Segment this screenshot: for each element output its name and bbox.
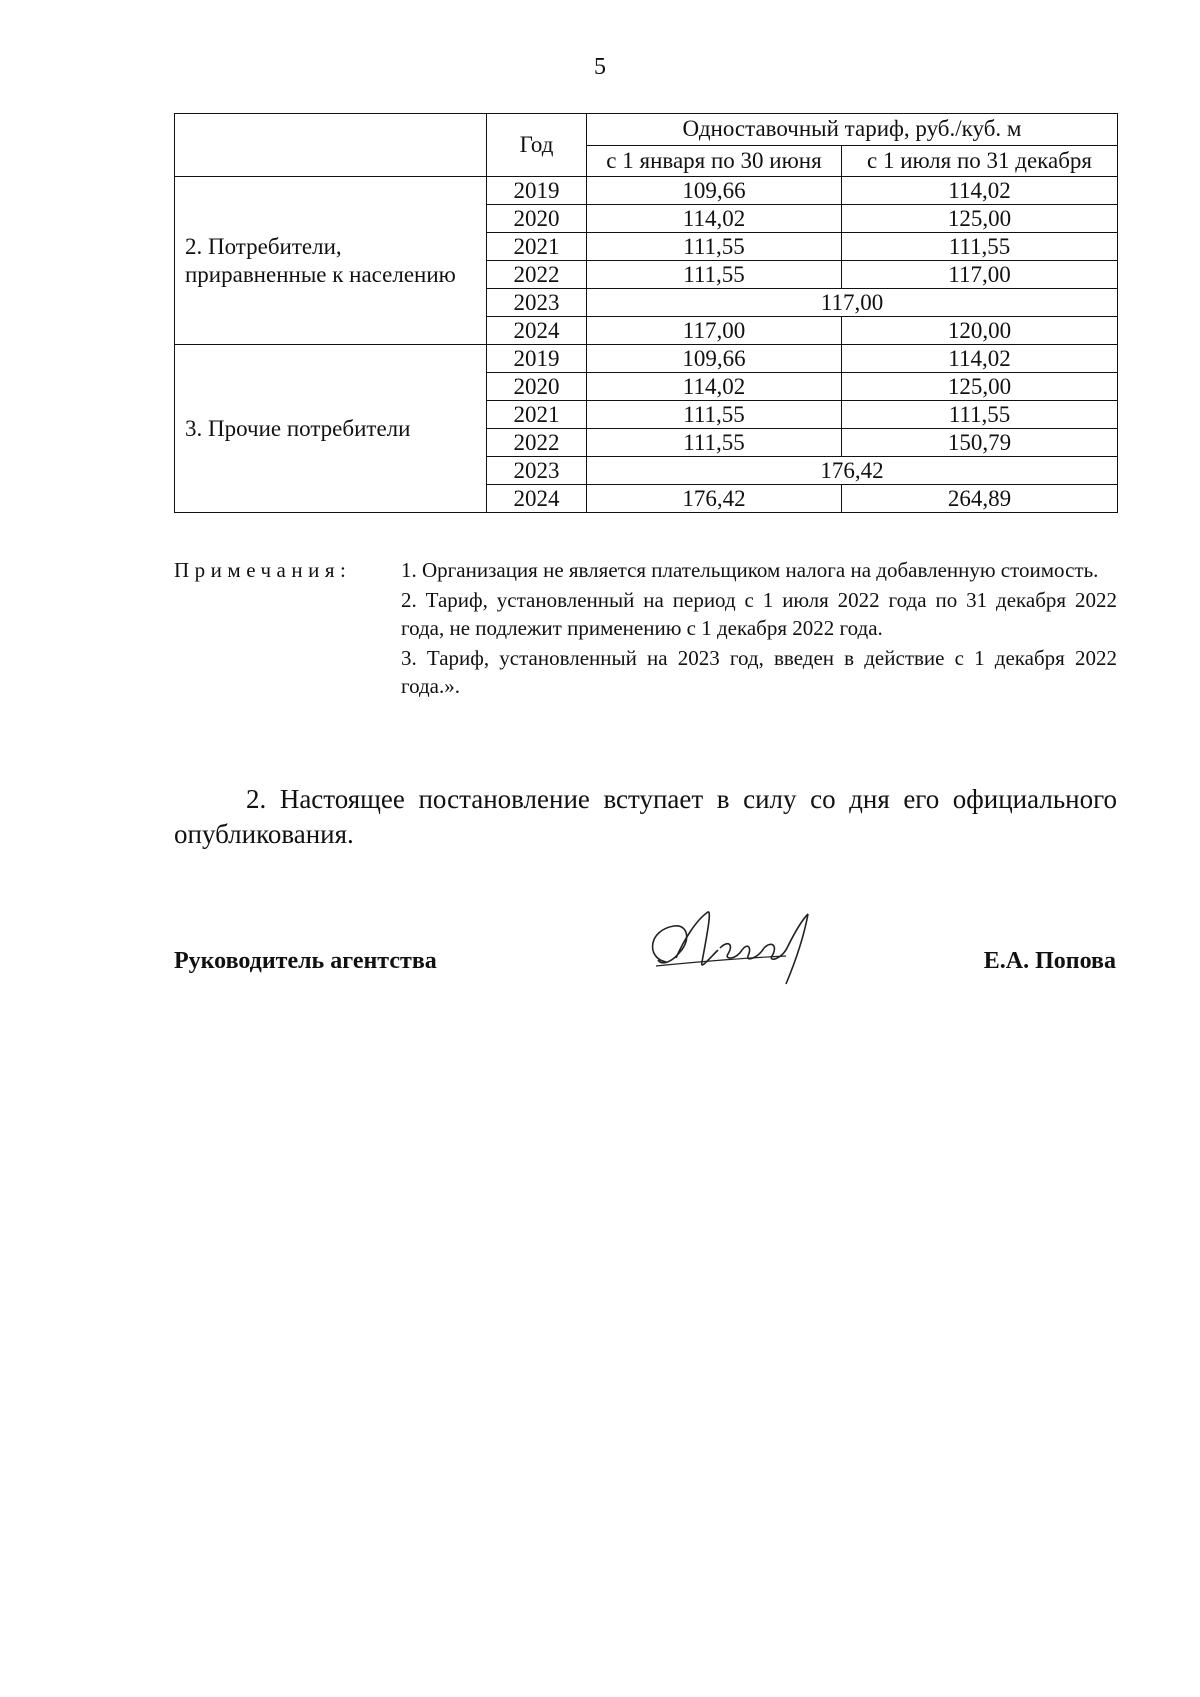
- tariff-cell-p2: 114,02: [842, 345, 1118, 373]
- year-cell: 2022: [487, 429, 587, 457]
- consumer-group-2: [175, 177, 487, 345]
- year-cell: 2019: [487, 345, 587, 373]
- group-name-line2: приравненные к населению: [185, 261, 456, 287]
- table-row: [175, 177, 1118, 205]
- tariff-cell-p2: 125,00: [842, 373, 1118, 401]
- year-cell: 2021: [487, 233, 587, 261]
- group-name-line1: 2. Потребители,: [185, 233, 342, 259]
- year-cell: 2021: [487, 401, 587, 429]
- tariff-cell-p1: 109,66: [587, 177, 842, 205]
- header-tariff-group: Одноставочный тариф, руб./куб. м: [587, 114, 1118, 146]
- group-name-line1: 3. Прочие потребители: [185, 415, 411, 441]
- tariff-cell-p2: 264,89: [842, 485, 1118, 513]
- year-cell: 2024: [487, 317, 587, 345]
- tariff-cell-whole-year: 117,00: [587, 289, 1118, 317]
- tariff-cell-p2: 125,00: [842, 205, 1118, 233]
- tariff-table: [174, 113, 1118, 513]
- tariff-cell-p2: 150,79: [842, 429, 1118, 457]
- page-number: 5: [594, 54, 606, 80]
- header-empty-cell: [175, 114, 487, 177]
- header-period-2: с 1 июля по 31 декабря: [842, 145, 1118, 177]
- tariff-cell-p1: 114,02: [587, 373, 842, 401]
- tariff-cell-whole-year: 176,42: [587, 457, 1118, 485]
- tariff-cell-p2: 111,55: [842, 401, 1118, 429]
- tariff-cell-p2: 117,00: [842, 261, 1118, 289]
- tariff-cell-p1: 111,55: [587, 261, 842, 289]
- tariff-cell-p2: 114,02: [842, 177, 1118, 205]
- tariff-cell-p2: 120,00: [842, 317, 1118, 345]
- table-header-row: [175, 114, 1118, 146]
- handwritten-signature: [636, 900, 836, 990]
- year-cell: 2020: [487, 373, 587, 401]
- year-cell: 2023: [487, 289, 587, 317]
- year-cell: 2020: [487, 205, 587, 233]
- signatory-role: Руководитель агентства: [174, 948, 437, 974]
- tariff-cell-p1: 117,00: [587, 317, 842, 345]
- year-cell: 2024: [487, 485, 587, 513]
- year-cell: 2023: [487, 457, 587, 485]
- year-cell: 2019: [487, 177, 587, 205]
- note-item: 3. Тариф, установленный на 2023 год, введен в действие с 1 декабря 2022 года.».: [401, 646, 1117, 698]
- signatory-name: Е.А. Попова: [983, 948, 1116, 974]
- note-item: 2. Тариф, установленный на период с 1 июля 2022 года по 31 декабря 2022 года, не подлежит применению с 1 декабря 2022 года.: [401, 588, 1117, 640]
- header-period-1: с 1 января по 30 июня: [587, 145, 842, 177]
- tariff-cell-p1: 111,55: [587, 401, 842, 429]
- notes-label: Примечания:: [174, 558, 352, 582]
- tariff-cell-p1: 111,55: [587, 233, 842, 261]
- effective-clause: 2. Настоящее постановление вступает в силу со дня его официального опубликования.: [174, 784, 1117, 849]
- year-cell: 2022: [487, 261, 587, 289]
- tariff-cell-p2: 111,55: [842, 233, 1118, 261]
- tariff-cell-p1: 176,42: [587, 485, 842, 513]
- note-item: 1. Организация не является плательщиком налога на добавленную стоимость.: [401, 558, 1099, 582]
- tariff-cell-p1: 111,55: [587, 429, 842, 457]
- tariff-cell-p1: 114,02: [587, 205, 842, 233]
- table-row: [175, 345, 1118, 373]
- header-year: Год: [487, 114, 587, 177]
- tariff-cell-p1: 109,66: [587, 345, 842, 373]
- notes-list: [401, 556, 1117, 702]
- consumer-group-3: [175, 345, 487, 513]
